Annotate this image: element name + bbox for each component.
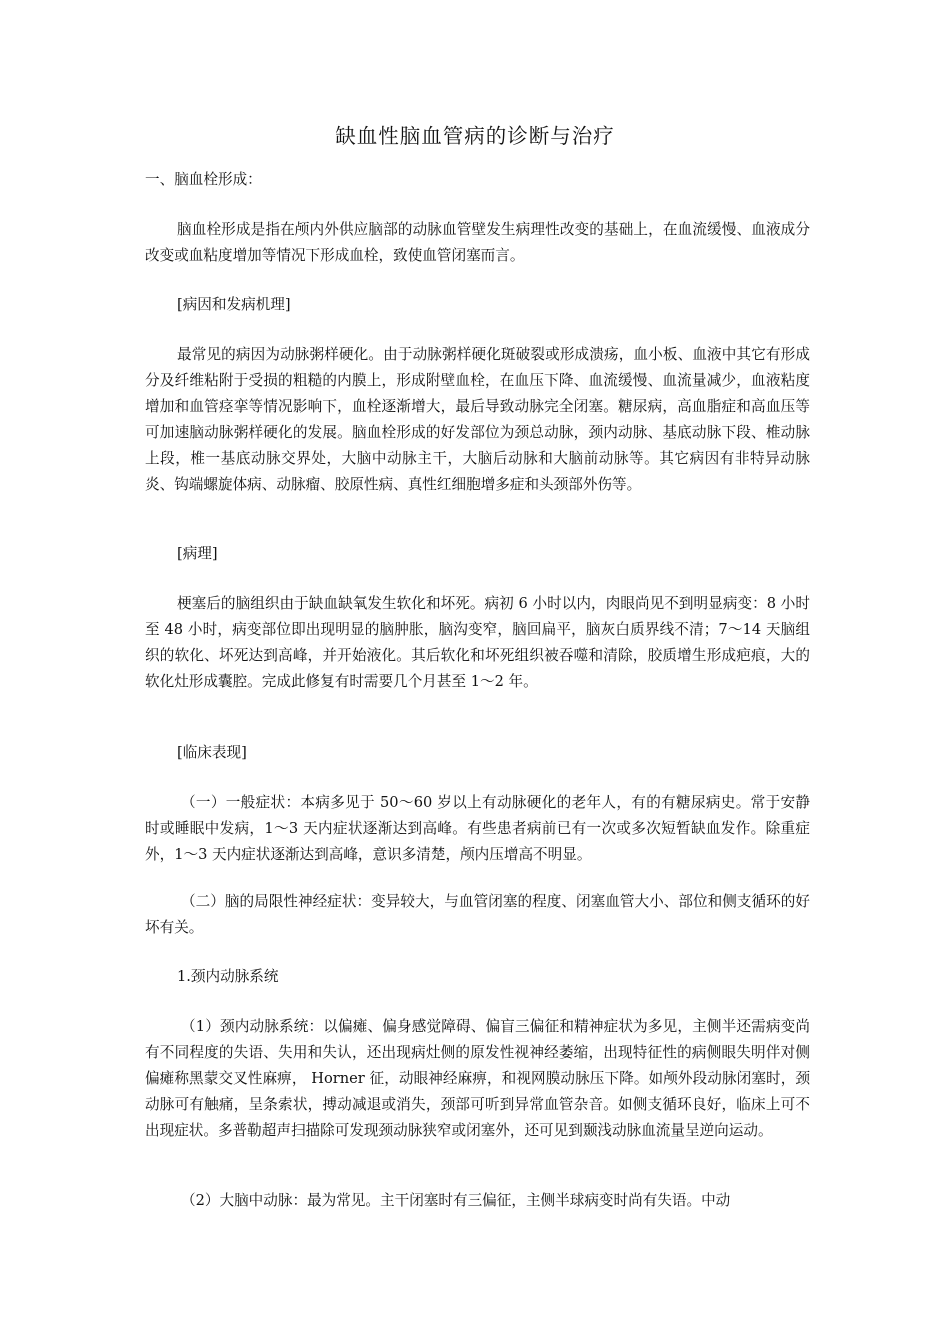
etiology-paragraph: 最常见的病因为动脉粥样硬化。由于动脉粥样硬化斑破裂或形成溃疡，血小板、血液中其它有形成分及纤维粘附于受损的粗糙的内膜上，形成附壁血栓，在血压下降、血流缓慢、血流量减少，血液粘度增加和血管痉挛等情况影响下，血栓逐渐增大，最后导致动脉完全闭塞。糖尿病，高血脂症和高血压等可加速脑动脉粥样硬化的发展。脑血栓形成的好发部位为颈总动脉，颈内动脉、基底动脉下段、椎动脉上段，椎一基底动脉交界处，大脑中动脉主干，大脑后动脉和大脑前动脉等。其它病因有非特异动脉炎、钩端螺旋体病、动脉瘤、胶原性病、真性红细胞增多症和头颈部外伤等。	[145, 346, 810, 493]
focal-symptoms-paragraph: （二）脑的局限性神经症状：变异较大，与血管闭塞的程度、闭塞血管大小、部位和侧支循环的好坏有关。	[145, 893, 810, 936]
clinical-heading: [临床表现]	[177, 744, 247, 761]
pathology-paragraph: 梗塞后的脑组织由于缺血缺氧发生软化和坏死。病初 6 小时以内，肉眼尚见不到明显病变：8 小时至 48 小时，病变部位即出现明显的脑肿胀，脑沟变窄，脑回扁平，脑灰白质界线不清；7～14 天脑组织的软化、坏死达到高峰，并开始液化。其后软化和坏死组织被吞噬和清除，胶质增生形成疤痕，大的软化灶形成囊腔。完成此修复有时需要几个月甚至 1～2 年。	[145, 595, 810, 690]
definition-paragraph: 脑血栓形成是指在颅内外供应脑部的动脉血管壁发生病理性改变的基础上，在血流缓慢、血液成分改变或血粘度增加等情况下形成血栓，致使血管闭塞而言。	[145, 221, 810, 264]
general-symptoms-paragraph: （一）一般症状：本病多见于 50～60 岁以上有动脉硬化的老年人，有的有糖尿病史。常于安静时或睡眠中发病，1～3 天内症状逐渐达到高峰。有些患者病前已有一次或多次短暂缺血发作。除重症外，1～3 天内症状逐渐达到高峰，意识多清楚，颅内压增高不明显。	[145, 794, 810, 863]
document-title: 缺血性脑血管病的诊断与治疗	[335, 124, 615, 148]
pathology-heading: [病理]	[177, 545, 218, 562]
section-heading-thrombosis: 一、脑血栓形成：	[145, 171, 262, 188]
middle-cerebral-paragraph: （2）大脑中动脉：最为常见。主干闭塞时有三偏征，主侧半球病变时尚有失语。中动	[181, 1192, 731, 1209]
internal-carotid-paragraph: （1）颈内动脉系统：以偏瘫、偏身感觉障碍、偏盲三偏征和精神症状为多见，主侧半还需病变尚有不同程度的失语、失用和失认，还出现病灶侧的原发性视神经萎缩，出现特征性的病侧眼失明伴对侧偏瘫称黑蒙交叉性麻痹， Horner 征，动眼神经麻痹，和视网膜动脉压下降。如颅外段动脉闭塞时，颈动脉可有触痛，呈条索状，搏动减退或消失，颈部可听到异常血管杂音。如侧支循环良好，临床上可不出现症状。多普勒超声扫描除可发现颈动脉狭窄或闭塞外，还可见到颞浅动脉血流量呈逆向运动。	[145, 1018, 810, 1139]
etiology-heading: [病因和发病机理]	[177, 296, 291, 313]
carotid-system-heading: 1.颈内动脉系统	[177, 968, 279, 985]
